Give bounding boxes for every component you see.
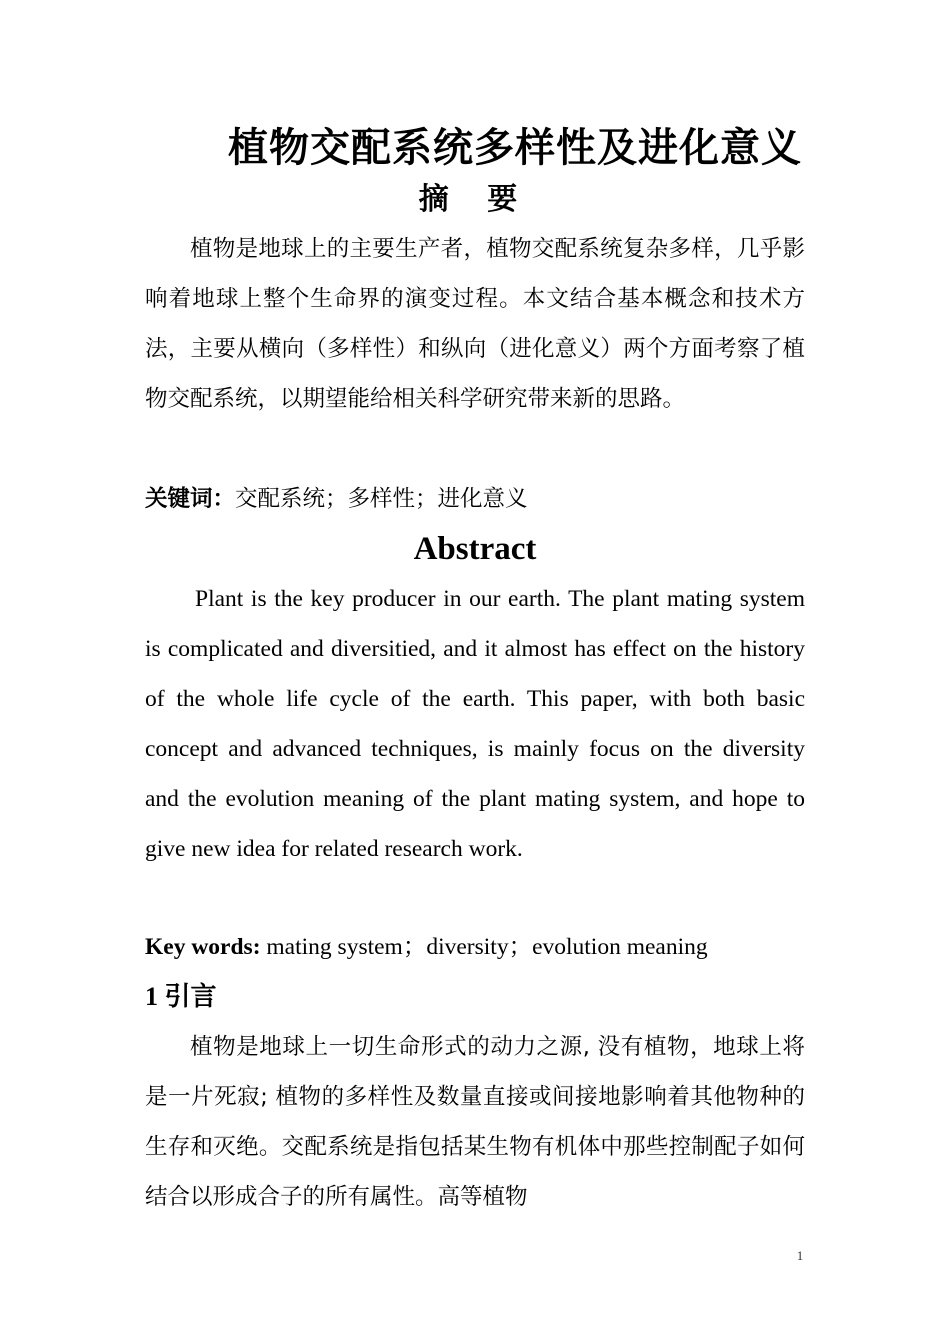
abstract-en-heading: Abstract (413, 531, 537, 567)
section-1-title: 引言 (164, 982, 217, 1012)
abstract-zh-heading: 摘 要 (418, 182, 532, 217)
keywords-zh (145, 474, 805, 524)
abstract-zh-text: 植物是地球上的主要生产者，植物交配系统复杂多样，几乎影响着地球上整个生命界的演变过程。本文结合基本概念和技术方法，主要从横向（多样性）和纵向（进化意义）两个方面考察了植物交配系统，以期望能给相关科学研究带来新的思路。 (145, 236, 805, 412)
keywords-en-label: Key words: (145, 934, 261, 960)
keywords-en-values: mating system；diversity；evolution meaning (260, 934, 708, 960)
paper-title: 植物交配系统多样性及进化意义 (228, 125, 802, 171)
keywords-zh-values: 交配系统；多样性；进化意义 (235, 486, 528, 512)
abstract-en-text: Plant is the key producer in our earth. The plant mating system is complicated and diversitied, and it almost has effect on the history of the whole life cycle of the earth. This paper, with both basic concept and advanced techniques, is mainly focus on the diversity and the evolution meaning of the plant mating system, and hope to give new idea for related research work. (145, 586, 805, 862)
section-1-number: 1 (145, 982, 158, 1011)
keywords-zh-label: 关键词： (145, 486, 236, 512)
page-number: 1 (796, 1248, 804, 1263)
section-1-heading (145, 972, 805, 1022)
keywords-en (145, 922, 805, 972)
section-1-text: 植物是地球上一切生命形式的动力之源, 没有植物，地球上将是一片死寂; 植物的多样性及数量直接或间接地影响着其他物种的生存和灭绝。交配系统是指包括某生物有机体中那些控制配子如何结合以形成合子的所有属性。高等植物 (145, 1034, 805, 1210)
